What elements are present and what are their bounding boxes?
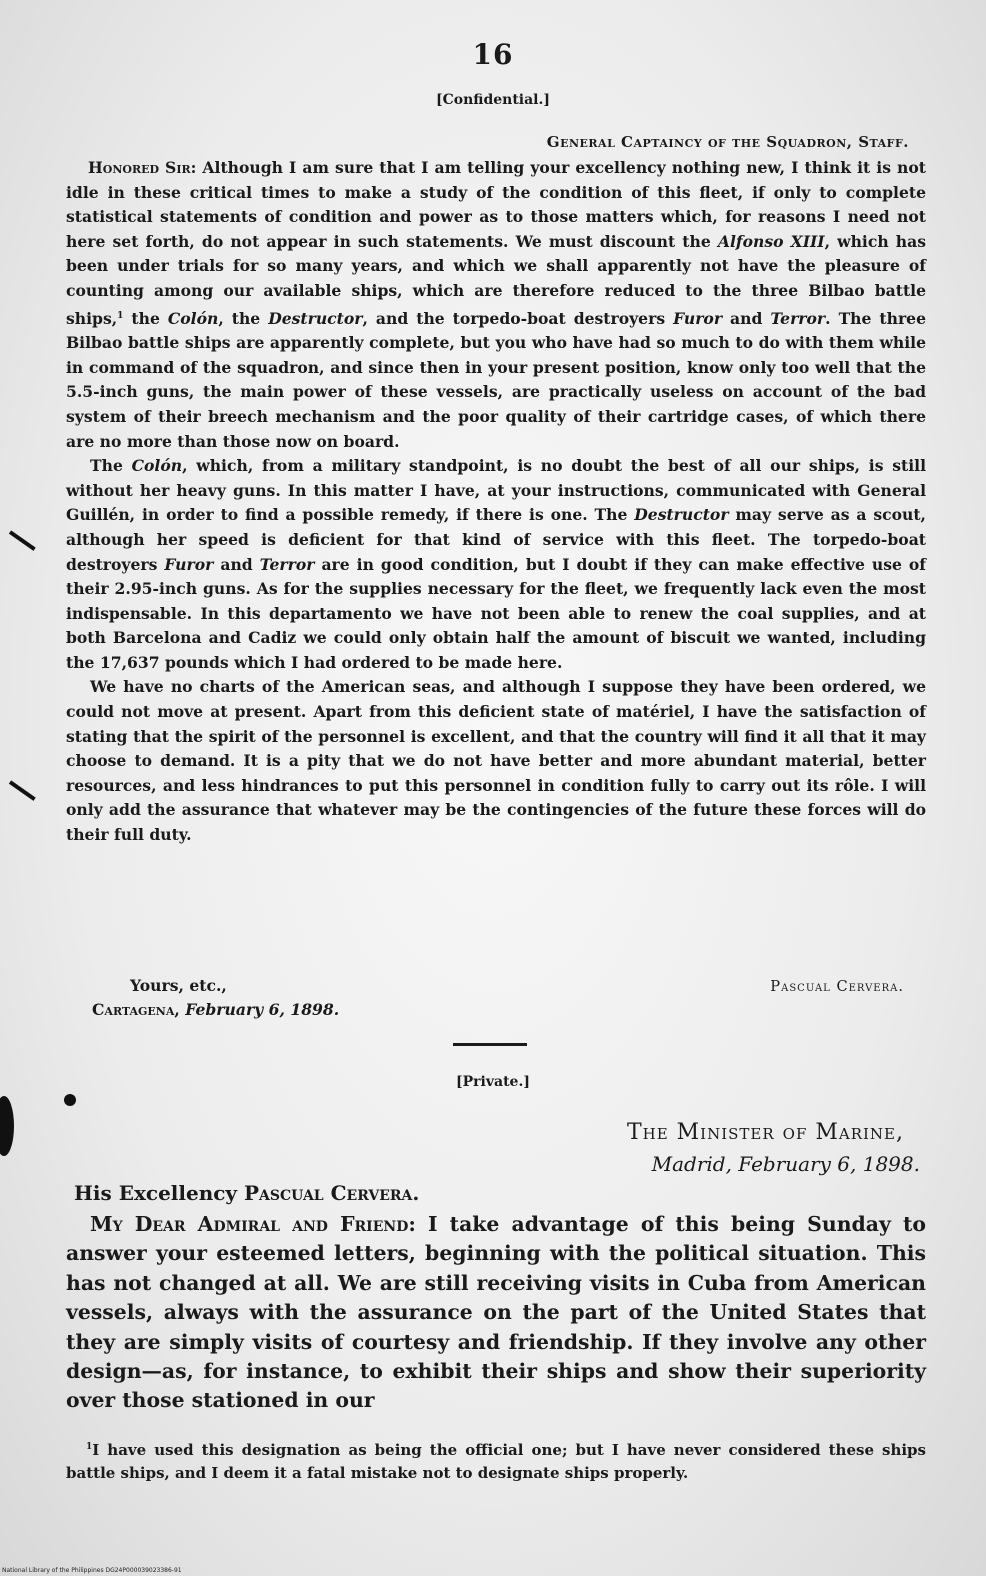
ship-name: Colón [167,308,219,328]
ship-name: Destructor [268,308,363,328]
addressee-name: Pascual Cervera. [244,1181,420,1205]
letter2-salutation: My Dear Admiral and Friend: [90,1212,416,1236]
letter2-dateline: Madrid, February 6, 1898. [651,1152,920,1176]
letter1-paragraph-3: We have no charts of the American seas, and although I suppose they have been ordered, we could not move at present. Apart from this deficient state of matériel, I have the satisfaction of stating that the spirit of the personnel is excellent, and that the country will find it all that it may choose to demand. It is a pity that we do not have better and more abundant material, better resources, and less hindrances to put this personnel in condition fully to carry out its rôle. I will only add the assurance that whatever may be the contingencies of the future these forces will do their full duty. [66,677,926,845]
letter2-letterhead: The Minister of Marine, [626,1120,904,1145]
letter2-paragraph-1: My Dear Admiral and Friend: I take advantage of this being Sunday to answer your esteemed letters, beginning with the political situation. This has not changed at all. We are still receiving visits in Cuba from American vessels, always with the assurance on the part of the United States that they are simply visits of courtesy and friendship. If they involve any other design—as, for instance, to exhibit their ships and show their superiority over those stationed in our [66,1212,926,1413]
margin-annotation-mark [9,530,36,550]
letter1-paragraph-1: Honored Sir: Although I am sure that I am telling your excellency nothing new, I think it is not idle in these critical times to make a study of the condition of this fleet, if only to complete statistical statements of condition and power as to those matters which, for reasons I need not here set forth, do not appear in such statements. We must discount the Alfonso XIII, which has been under trials for so many years, and which we shall apparently not have the pleasure of counting among our available ships, which are therefore reduced to the three Bilbao battle ships,$^1$ the Colón, the Destructor, and the torpedo-boat destroyers Furor and Terror. The three Bilbao battle ships are apparently complete, but you who have had so much to do with them while in command of the squadron, and since then in your present position, know only too well that the 5.5-inch guns, the main power of these vessels, are practically useless on account of the bad system of their breech mechanism and the poor quality of their cartridge cases, of which there are no more than those now on board. [66,158,927,451]
letter1-signature: Pascual Cervera. [770,978,904,995]
ship-name: Alfonso XIII [717,231,825,251]
letter1-place: Cartagena, [92,1000,180,1019]
footnote [66,1436,926,1485]
ship-name: Colón [131,456,183,476]
footnote-marker: 1 [86,1442,93,1452]
scan-artifact [64,1094,76,1106]
footnote-ref: 1 [117,310,124,321]
page-number: 16 [472,38,514,71]
letter2-addressee: His Excellency Pascual Cervera. [74,1181,420,1205]
footnote-text: I have used this designation as being the official one; but I have never considered these ships battle ships, and I deem it a fatal mistake not to designate ships properly. [66,1441,926,1482]
ship-name: Furor [164,554,214,574]
scan-artifact [0,1096,14,1156]
letter1-date: February 6, 1898. [179,1000,340,1019]
ship-name: Destructor [634,505,729,525]
confidential-heading: [Confidential.] [435,92,550,108]
private-heading: [Private.] [456,1074,530,1090]
section-divider [453,1043,527,1046]
letter1-body [66,156,926,848]
ship-name: Terror [770,308,826,328]
letter1-place-date [92,1000,339,1019]
scan-credit: National Library of the Philippines DG24P000039023386-91 [2,1567,182,1574]
letter1-letterhead: General Captaincy of the Squadron, Staff. [546,133,909,151]
ship-name: Furor [673,308,723,328]
letter1-closing: Yours, etc., [130,976,227,995]
letter1-salutation: Honored Sir: [88,158,197,177]
letter2-body [66,1210,926,1416]
letter1-paragraph-2: The Colón, which, from a military standpoint, is no doubt the best of all our ships, is still without her heavy guns. In this matter I have, at your instructions, communicated with General Guillén, in order to find a possible remedy, if there is one. The Destructor may serve as a scout, although her speed is deficient for that kind of service with this fleet. The torpedo-boat destroyers Furor and Terror are in good condition, but I doubt if they can make effective use of their 2.95-inch guns. As for the supplies necessary for the fleet, we frequently lack even the most indispensable. In this departamento we have not been able to renew the coal supplies, and at both Barcelona and Cadiz we could only obtain half the amount of biscuit we wanted, including the 17,637 pounds which I had ordered to be made here. [66,456,926,672]
margin-annotation-mark [9,780,36,800]
ship-name: Terror [259,554,315,574]
